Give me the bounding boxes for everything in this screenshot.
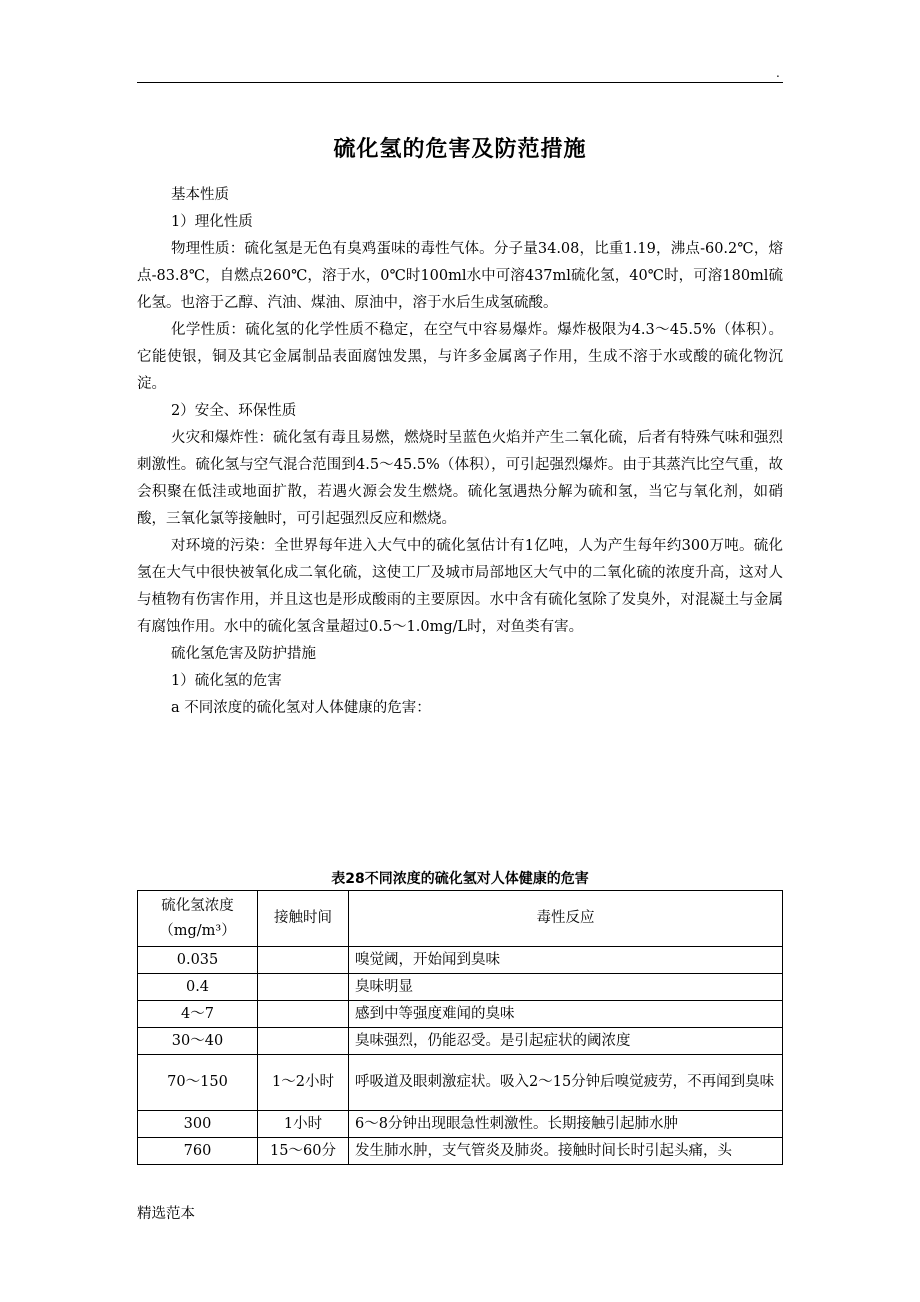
table-row <box>138 1055 783 1111</box>
table-row <box>138 1111 783 1138</box>
cell-concentration: 0.4 <box>138 974 258 1001</box>
cell-toxic-reaction: 臭味强烈，仍能忍受。是引起症状的阈浓度 <box>349 1028 783 1055</box>
page-footer: 精选范本 <box>137 1206 195 1222</box>
cell-concentration: 4～7 <box>138 1001 258 1028</box>
subheading-hazards: 1）硫化氢的危害 <box>171 673 282 689</box>
cell-exposure-time: 15～60分 <box>258 1138 349 1165</box>
column-header-exposure-time: 接触时间 <box>258 891 349 947</box>
paragraph-fire-explosion: 火灾和爆炸性：硫化氢有毒且易燃，燃烧时呈蓝色火焰并产生二氧化硫，后者有特殊气味和强烈刺激性。硫化氢与空气混合范围到4.5～45.5%（体积），可引起强烈爆炸。由于其蒸汽比空气重，故会积聚在低洼或地面扩散，若遇火源会发生燃烧。硫化氢遇热分解为硫和氢，当它与氧化剂，如硝酸，三氧化氯等接触时，可引起强烈反应和燃烧。 <box>137 430 783 527</box>
cell-exposure-time: 1～2小时 <box>258 1055 349 1111</box>
header-rule <box>137 82 783 83</box>
cell-toxic-reaction: 感到中等强度难闻的臭味 <box>349 1001 783 1028</box>
cell-exposure-time <box>258 947 349 974</box>
paragraph-environmental-pollution: 对环境的污染：全世界每年进入大气中的硫化氢估计有1亿吨，人为产生每年约300万吨。硫化氢在大气中很快被氧化成二氧化硫，这使工厂及城市局部地区大气中的二氧化硫的浓度升高，这对人与植物有伤害作用，并且这也是形成酸雨的主要原因。水中含有硫化氢除了发臭外，对混凝土与金属有腐蚀作用。水中的硫化氢含量超过0.5～1.0mg/L时，对鱼类有害。 <box>137 538 783 635</box>
cell-concentration: 70～150 <box>138 1055 258 1111</box>
header-mark: . <box>776 66 780 80</box>
page-title: 硫化氢的危害及防范措施 <box>333 137 587 162</box>
table-row <box>138 1028 783 1055</box>
cell-toxic-reaction: 呼吸道及眼刺激症状。吸入2～15分钟后嗅觉疲劳，不再闻到臭味 <box>349 1055 783 1111</box>
paragraph-physical-properties: 物理性质：硫化氢是无色有臭鸡蛋味的毒性气体。分子量34.08，比重1.19，沸点-60.2℃，熔点-83.8℃，自燃点260℃，溶于水，0℃时100ml水中可溶437ml硫化氢，40℃时，可溶180ml硫化氢。也溶于乙醇、汽油、煤油、原油中，溶于水后生成氢硫酸。 <box>137 241 783 311</box>
cell-concentration: 30～40 <box>138 1028 258 1055</box>
hazard-table <box>137 890 783 1165</box>
table-row <box>138 1138 783 1165</box>
section-heading-hazards-protection: 硫化氢危害及防护措施 <box>171 646 316 662</box>
table-row <box>138 1001 783 1028</box>
cell-toxic-reaction: 嗅觉阈，开始闻到臭味 <box>349 947 783 974</box>
table-header-row <box>138 891 783 947</box>
column-header-concentration: 硫化氢浓度（mg/m³） <box>138 891 258 947</box>
cell-concentration: 300 <box>138 1111 258 1138</box>
section-heading-basic-properties: 基本性质 <box>171 187 229 203</box>
table-row <box>138 947 783 974</box>
cell-concentration: 760 <box>138 1138 258 1165</box>
document-body <box>137 182 783 722</box>
cell-toxic-reaction: 臭味明显 <box>349 974 783 1001</box>
paragraph-chemical-properties: 化学性质：硫化氢的化学性质不稳定，在空气中容易爆炸。爆炸极限为4.3～45.5%（体积）。它能使银，铜及其它金属制品表面腐蚀发黑，与许多金属离子作用，生成不溶于水或酸的硫化物沉淀。 <box>137 322 783 392</box>
cell-exposure-time <box>258 974 349 1001</box>
cell-exposure-time: 1小时 <box>258 1111 349 1138</box>
list-item-a: a 不同浓度的硫化氢对人体健康的危害： <box>171 700 431 716</box>
subheading-physicochemical: 1）理化性质 <box>171 214 253 230</box>
cell-exposure-time <box>258 1028 349 1055</box>
table-row <box>138 974 783 1001</box>
column-header-toxic-reaction: 毒性反应 <box>349 891 783 947</box>
cell-exposure-time <box>258 1001 349 1028</box>
cell-toxic-reaction: 6～8分钟出现眼急性刺激性。长期接触引起肺水肿 <box>349 1111 783 1138</box>
cell-toxic-reaction: 发生肺水肿，支气管炎及肺炎。接触时间长时引起头痛，头 <box>349 1138 783 1165</box>
subheading-safety-environment: 2）安全、环保性质 <box>171 403 297 419</box>
table-caption: 表28不同浓度的硫化氢对人体健康的危害 <box>331 871 589 887</box>
cell-concentration: 0.035 <box>138 947 258 974</box>
